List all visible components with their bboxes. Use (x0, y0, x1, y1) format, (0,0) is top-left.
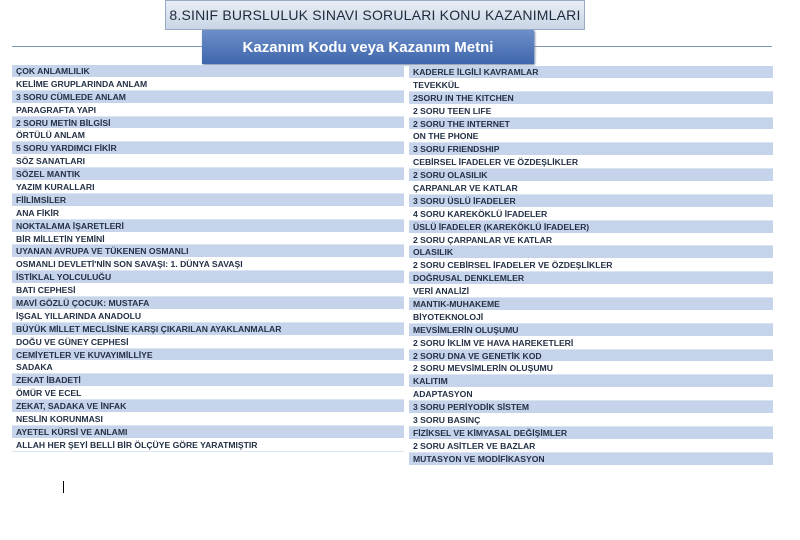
topic-row: 2 SORU DNA VE GENETİK KOD (409, 350, 773, 363)
document-title: 8.SINIF BURSLULUK SINAVI SORULARI KONU KAZANIMLARI (165, 0, 585, 30)
topic-row: BİYOTEKNOLOJİ (409, 311, 773, 324)
topic-row: SÖZEL MANTIK (12, 168, 404, 181)
topic-row: NOKTALAMA İŞARETLERİ (12, 220, 404, 233)
topic-row: 3 SORU CÜMLEDE ANLAM (12, 91, 404, 104)
topic-row: ZEKAT İBADETİ (12, 374, 404, 387)
topic-row: MUTASYON VE MODİFİKASYON (409, 453, 773, 466)
topic-row: 2 SORU İKLİM VE HAVA HAREKETLERİ (409, 337, 773, 350)
topic-row: NESLİN KORUNMASI (12, 413, 404, 426)
topic-row: 5 SORU YARDIMCI FİKİR (12, 142, 404, 155)
right-topic-list (409, 66, 773, 466)
column-header: Kazanım Kodu veya Kazanım Metni (202, 30, 534, 64)
topic-row: KALITIM (409, 375, 773, 388)
topic-row: 2 SORU ÇARPANLAR VE KATLAR (409, 234, 773, 247)
topic-row: BİR MİLLETİN YEMİNİ (12, 233, 404, 246)
text-cursor (63, 481, 64, 493)
topic-row: KELİME GRUPLARINDA ANLAM (12, 78, 404, 91)
topic-row: SÖZ SANATLARI (12, 155, 404, 168)
topic-row: ON THE PHONE (409, 130, 773, 143)
topic-row: FİZİKSEL VE KİMYASAL DEĞİŞİMLER (409, 427, 773, 440)
topic-row: DOĞU VE GÜNEY CEPHESİ (12, 336, 404, 349)
topic-row: VERİ ANALİZİ (409, 285, 773, 298)
topic-row: MEVSİMLERİN OLUŞUMU (409, 324, 773, 337)
topic-row: ÇOK ANLAMLILIK (12, 65, 404, 78)
left-topic-list (12, 65, 404, 452)
topic-row: 2 SORU METİN BİLGİSİ (12, 117, 404, 130)
topic-row: 2 SORU ASİTLER VE BAZLAR (409, 440, 773, 453)
topic-row: 3 SORU BASINÇ (409, 414, 773, 427)
topic-row: ÖRTÜLÜ ANLAM (12, 129, 404, 142)
topic-row: 3 SORU ÜSLÜ İFADELER (409, 195, 773, 208)
topic-row: FİİLİMSİLER (12, 194, 404, 207)
topic-row: 2 SORU CEBİRSEL İFADELER VE ÖZDEŞLİKLER (409, 259, 773, 272)
topic-row: DOĞRUSAL DENKLEMLER (409, 272, 773, 285)
header-rule-right (534, 46, 772, 47)
topic-row: MANTIK-MUHAKEME (409, 298, 773, 311)
topic-row: 3 SORU PERİYODİK SİSTEM (409, 401, 773, 414)
topic-row: SADAKA (12, 361, 404, 374)
topic-row: 2 SORU OLASILIK (409, 169, 773, 182)
topic-row: ADAPTASYON (409, 388, 773, 401)
topic-row: ÜSLÜ İFADELER (KAREKÖKLÜ İFADELER) (409, 221, 773, 234)
topic-row: OLASILIK (409, 246, 773, 259)
topic-row: YAZIM KURALLARI (12, 181, 404, 194)
topic-row: 2 SORU MEVSİMLERİN OLUŞUMU (409, 362, 773, 375)
topic-row: BÜYÜK MİLLET MECLİSİNE KARŞI ÇIKARILAN AYAKLANMALAR (12, 323, 404, 336)
topic-row: 2 SORU TEEN LIFE (409, 105, 773, 118)
topic-row: 2SORU IN THE KITCHEN (409, 92, 773, 105)
topic-row: ANA FİKİR (12, 207, 404, 220)
topic-row: KADERLE İLGİLİ KAVRAMLAR (409, 66, 773, 79)
topic-row: CEMİYETLER VE KUVAYIMİLLİYE (12, 349, 404, 362)
topic-row: ÇARPANLAR VE KATLAR (409, 182, 773, 195)
topic-row: 2 SORU THE INTERNET (409, 118, 773, 131)
topic-row: UYANAN AVRUPA VE TÜKENEN OSMANLI (12, 245, 404, 258)
topic-row: OSMANLI DEVLETİ'NİN SON SAVAŞI: 1. DÜNYA SAVAŞI (12, 258, 404, 271)
topic-row: ZEKAT, SADAKA VE İNFAK (12, 400, 404, 413)
topic-row: İSTİKLAL YOLCULUĞU (12, 271, 404, 284)
topic-row: BATI CEPHESİ (12, 284, 404, 297)
topic-row: PARAGRAFTA YAPI (12, 104, 404, 117)
topic-row: 3 SORU FRIENDSHIP (409, 143, 773, 156)
topic-row: ÖMÜR VE ECEL (12, 387, 404, 400)
header-rule-left (12, 46, 202, 47)
topic-row: TEVEKKÜL (409, 79, 773, 92)
topic-row: CEBİRSEL İFADELER VE ÖZDEŞLİKLER (409, 156, 773, 169)
topic-row: 4 SORU KAREKÖKLÜ İFADELER (409, 208, 773, 221)
topic-row: ALLAH HER ŞEYİ BELLİ BİR ÖLÇÜYE GÖRE YARATMIŞTIR (12, 439, 404, 452)
topic-row: MAVİ GÖZLÜ ÇOCUK: MUSTAFA (12, 297, 404, 310)
topic-row: AYETEL KÜRSİ VE ANLAMI (12, 426, 404, 439)
topic-row: İŞGAL YILLARINDA ANADOLU (12, 310, 404, 323)
